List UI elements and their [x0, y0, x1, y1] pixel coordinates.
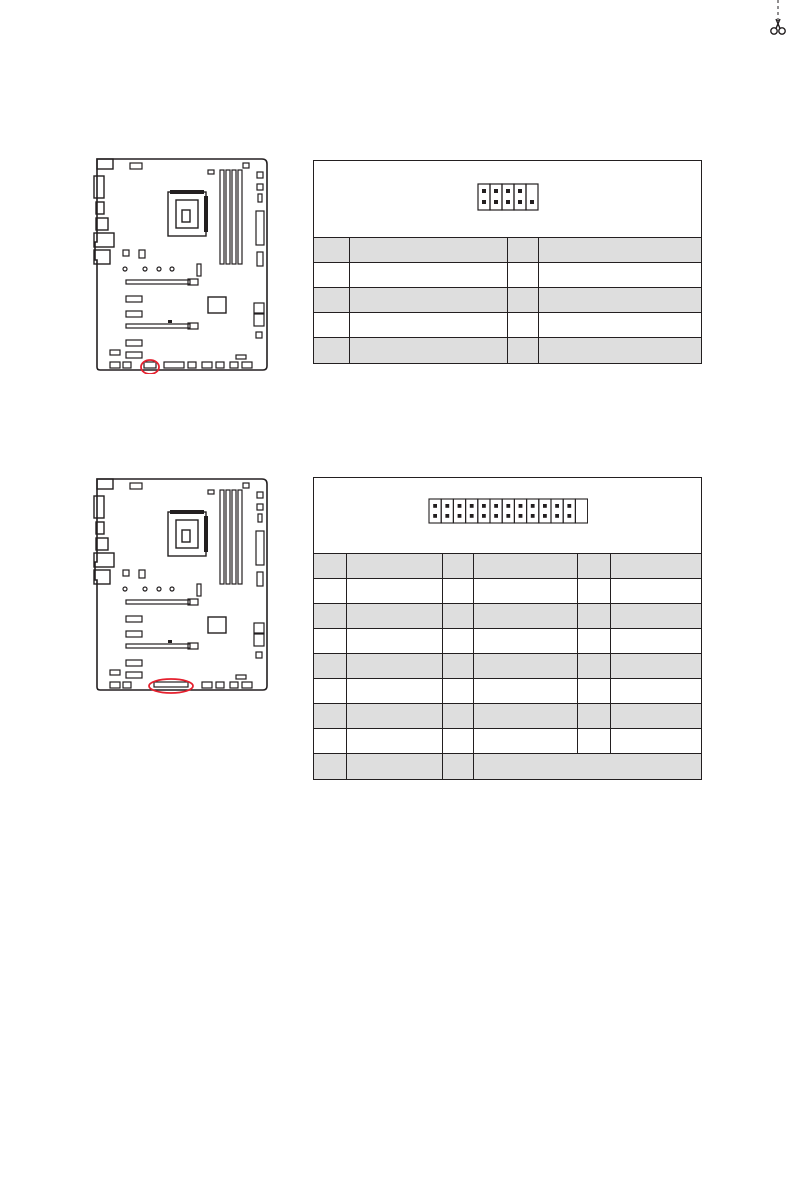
highlight-ellipse [149, 679, 193, 693]
header-pin-diagram [314, 183, 701, 211]
header-pin [506, 514, 510, 518]
pin-column [502, 499, 514, 523]
header-pin [433, 514, 437, 518]
scissors-icon [771, 19, 785, 34]
pin-column [551, 499, 563, 523]
header-pin [457, 504, 461, 508]
table-row [314, 653, 701, 678]
table-row [314, 728, 701, 753]
table-row [314, 628, 701, 653]
pin-column [429, 499, 441, 523]
pin-column [526, 499, 538, 523]
pin-column [538, 499, 550, 523]
header-pin [530, 504, 534, 508]
pin-column [514, 499, 526, 523]
table-row [314, 262, 701, 287]
table-row [314, 678, 701, 703]
table-row [314, 753, 701, 779]
header-pin [567, 504, 571, 508]
pin-column [465, 499, 477, 523]
pin-table [314, 553, 701, 780]
table-row [314, 237, 701, 262]
header-pin [567, 514, 571, 518]
header-pin [469, 504, 473, 508]
header-pin-diagram [314, 498, 701, 524]
header-pin [543, 514, 547, 518]
header-pin [555, 504, 559, 508]
table-row [314, 578, 701, 603]
header-pin [518, 504, 522, 508]
header-pin [433, 504, 437, 508]
table-row [314, 287, 701, 312]
motherboard-diagram-top [80, 156, 272, 374]
table-row [314, 312, 701, 337]
header-pin [543, 504, 547, 508]
header-pin [518, 514, 522, 518]
pin-table [314, 237, 701, 364]
table-row [314, 553, 701, 578]
pinout-table-bottom [313, 477, 702, 780]
pin-column [477, 499, 489, 523]
pin-column [575, 499, 587, 523]
header-pin [457, 514, 461, 518]
header-pin [482, 514, 486, 518]
cut-line [0, 0, 794, 40]
pin-column [490, 499, 502, 523]
motherboard-diagram-bottom [80, 476, 272, 694]
table-row [314, 337, 701, 363]
header-pin [482, 504, 486, 508]
header-pin [506, 504, 510, 508]
header-pin [494, 514, 498, 518]
header-pin [530, 514, 534, 518]
header-pin [469, 514, 473, 518]
table-row [314, 603, 701, 628]
pin-column [453, 499, 465, 523]
header-pin [445, 514, 449, 518]
pin-column [563, 499, 575, 523]
pin-column [441, 499, 453, 523]
header-pin [494, 504, 498, 508]
header-pin [445, 504, 449, 508]
pinout-table-top [313, 160, 702, 364]
header-pin [555, 514, 559, 518]
table-row [314, 703, 701, 728]
